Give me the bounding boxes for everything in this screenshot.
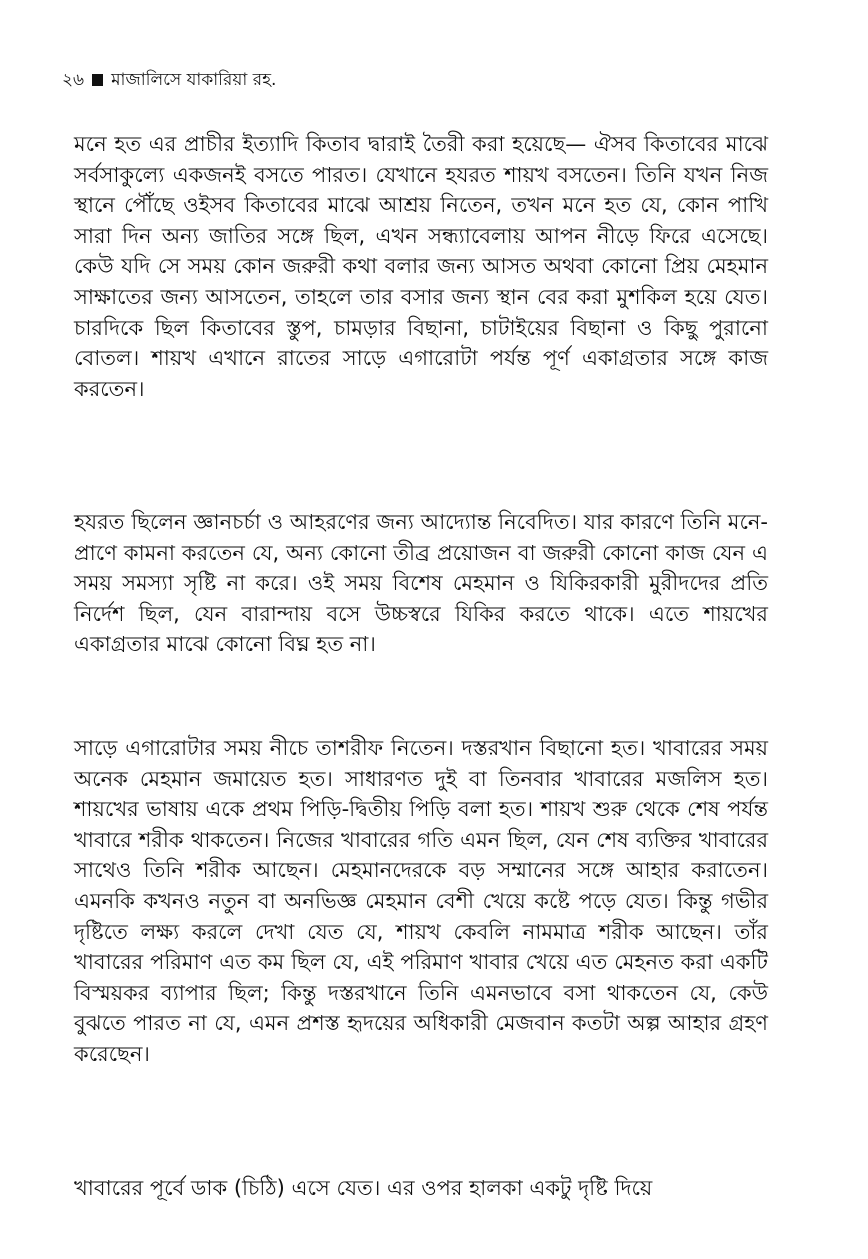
paragraph-3: সাড়ে এগারোটার সময় নীচে তাশরীফ নিতেন। দস্তরখান বিছানো হত। খাবারের সময় অনেক মেহমান জমায়েত হত। সাধারণত দুই বা তিনবার খাবারের মজলিস হত। শায়খের ভাষায় একে প্রথম পিড়ি-দ্বিতীয় পিড়ি বলা হত। শায়খ শুরু থেকে শেষ পর্যন্ত খাবারে শরীক থাকতেন। নিজের খাবারের গতি এমন ছিল, যেন শেষ ব্যক্তির খাবারের সাথেও তিনি শরীক আছেন। মেহমানদেরকে বড় সম্মানের সঙ্গে আহার করাতেন। এমনকি কখনও নতুন বা অনভিজ্ঞ মেহমান বেশী খেয়ে কষ্টে পড়ে যেত। কিন্তু গভীর দৃষ্টিতে লক্ষ্য করলে দেখা যেত যে, শায়খ কেবলি নামমাত্র শরীক আছেন। তাঁর খাবারের পরিমাণ এত কম ছিল যে, এই পরিমাণ খাবার খেয়ে এত মেহনত করা একটি বিস্ময়কর ব্যাপার ছিল; কিন্তু দস্তরখানে তিনি এমনভাবে বসা থাকতেন যে, কেউ বুঝতে পারত না যে, এমন প্রশস্ত হৃদয়ের অধিকারী মেজবান কতটা অল্প আহার গ্রহণ করেছেন।	[74, 736, 768, 1066]
paragraph-2: হযরত ছিলেন জ্ঞানচর্চা ও আহরণের জন্য আদ্যোন্ত নিবেদিত। যার কারণে তিনি মনে-প্রাণে কামনা করতেন যে, অন্য কোনো তীব্র প্রয়োজন বা জরুরী কোনো কাজ যেন এ সময় সমস্যা সৃষ্টি না করে। ওই সময় বিশেষ মেহমান ও যিকিরকারী মুরীদদের প্রতি নির্দেশ ছিল, যেন বারান্দায় বসে উচ্চস্বরে যিকির করতে থাকে। এতে শায়খের একাগ্রতার মাঝে কোনো বিঘ্ন হত না।	[74, 510, 768, 657]
paragraph-1: মনে হত এর প্রাচীর ইত্যাদি কিতাব দ্বারাই তৈরী করা হয়েছে— ঐসব কিতাবের মাঝে সর্বসাকুল্যে একজনই বসতে পারত। যেখানে হযরত শায়খ বসতেন। তিনি যখন নিজ স্থানে পৌঁছে ওইসব কিতাবের মাঝে আশ্রয় নিতেন, তখন মনে হত যে, কোন পাখি সারা দিন অন্য জাতির সঙ্গে ছিল, এখন সন্ধ্যাবেলায় আপন নীড়ে ফিরে এসেছে। কেউ যদি সে সময় কোন জরুরী কথা বলার জন্য আসত অথবা কোনো প্রিয় মেহমান সাক্ষাতের জন্য আসতেন, তাহলে তার বসার জন্য স্থান বের করা মুশকিল হয়ে যেত। চারদিকে ছিল কিতাবের স্তুপ, চামড়ার বিছানা, চাটাইয়ের বিছানা ও কিছু পুরানো বোতল। শায়খ এখানে রাতের সাড়ে এগারোটা পর্যন্ত পূর্ণ একাগ্রতার সঙ্গে কাজ করতেন।	[74, 132, 769, 401]
page-number: ২৬	[62, 70, 85, 90]
book-title: মাজালিসে যাকারিয়া রহ.	[111, 70, 277, 90]
black-square-separator	[92, 74, 103, 86]
paragraph-4: খাবারের পূর্বে ডাক (চিঠি) এসে যেত। এর ওপর হালকা একটু দৃষ্টি দিয়ে	[74, 1176, 653, 1200]
running-header	[62, 70, 276, 90]
